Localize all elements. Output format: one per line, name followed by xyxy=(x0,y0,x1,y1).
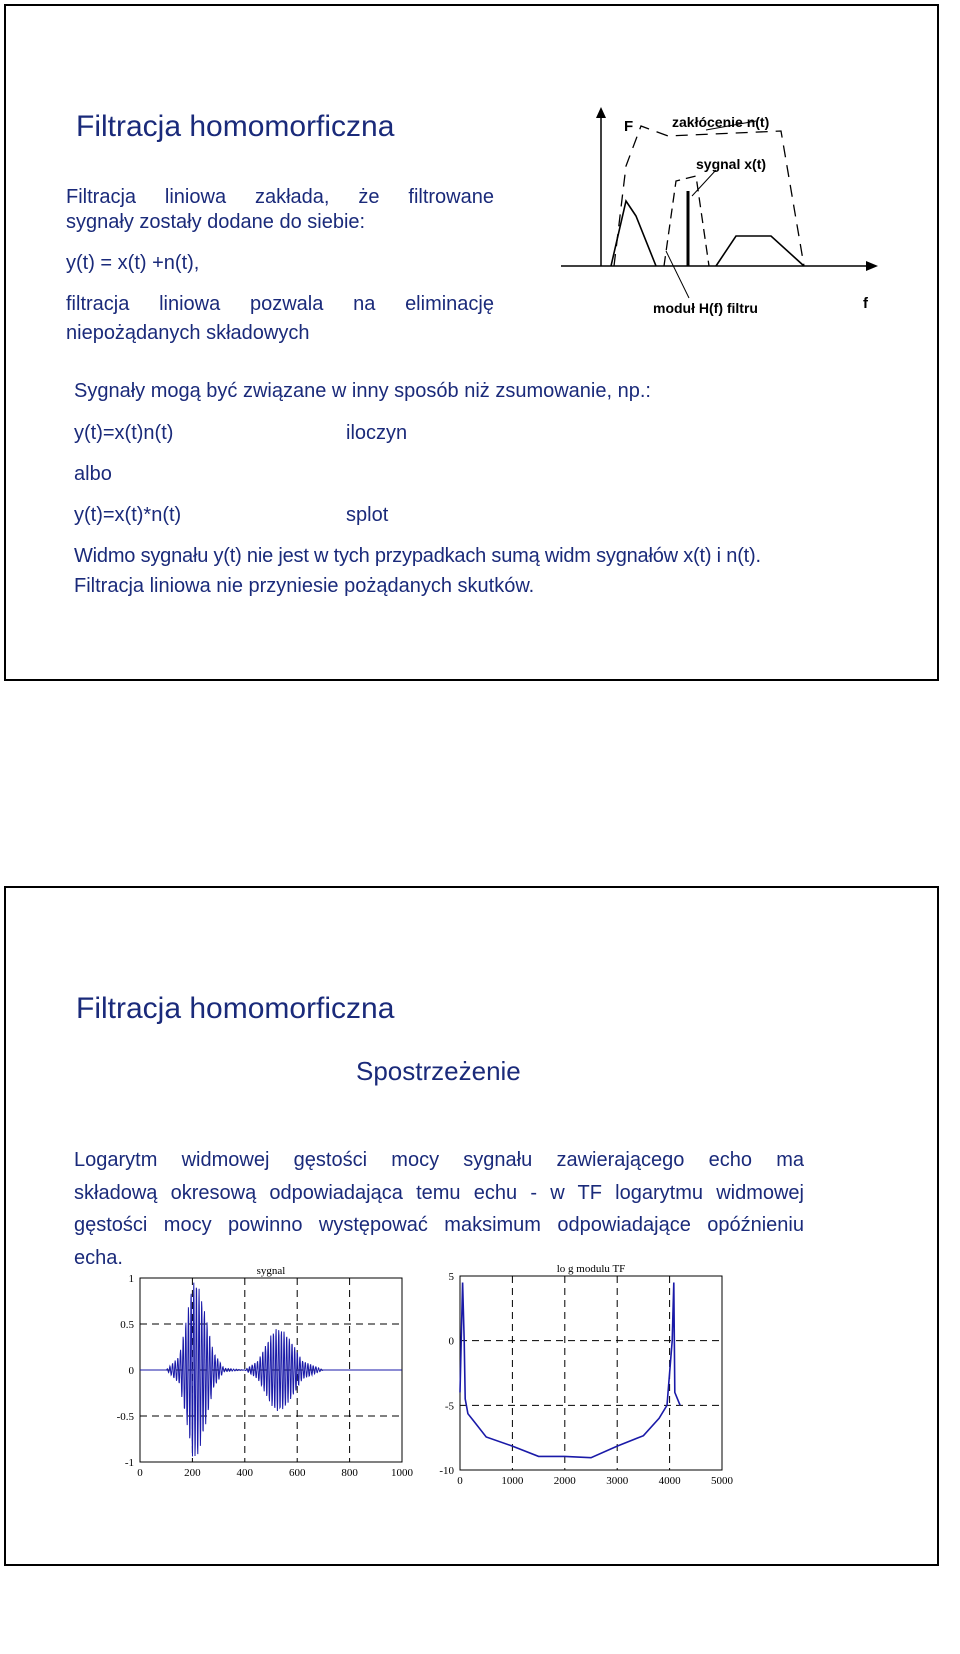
signal-label: sygnal x(t) xyxy=(696,156,767,172)
intro-line-1: Filtracja liniowa zakłada, że filtrowane xyxy=(66,186,494,208)
diagram-y-label: F xyxy=(624,118,634,135)
filter-pointer xyxy=(666,251,689,298)
slide-1-title: Filtracja homomorficzna xyxy=(76,110,395,143)
filter-line-2: niepożądanych składowych xyxy=(66,322,310,344)
intro-line-2: sygnały zostały dodane do siebie: xyxy=(66,211,366,233)
y-tick-label: 0.5 xyxy=(120,1319,134,1331)
product-equation: y(t)=x(t)n(t) xyxy=(74,422,174,444)
conclusion-line-2: Filtracja liniowa nie przyniesie pożądanych skutków. xyxy=(74,575,535,597)
x-tick-label: 1000 xyxy=(501,1475,524,1487)
y-tick-label: -1 xyxy=(124,1457,134,1469)
chart-title: sygnal xyxy=(256,1265,286,1277)
body-line-2: składową okresową odpowiadająca temu echu - w TF logarytmu widmowej xyxy=(74,1182,804,1204)
x-tick-label: 0 xyxy=(457,1475,463,1487)
x-tick-label: 5000 xyxy=(711,1475,733,1487)
body-line-1: Logarytm widmowej gęstości mocy sygnału zawierającego echo ma xyxy=(74,1149,804,1171)
slide-1 xyxy=(4,4,939,681)
y-tick-label: 5 xyxy=(448,1271,454,1283)
y-tick-label: 0 xyxy=(448,1335,454,1348)
other-ways-text: Sygnały mogą być związane w inny sposób niż zsumowanie, np.: xyxy=(74,380,651,402)
filter-line-1: filtracja liniowa pozwala na eliminację xyxy=(66,293,494,315)
y-tick-label: 1 xyxy=(128,1273,134,1285)
diagram-x-arrow xyxy=(866,261,878,271)
conclusion-line-1: Widmo sygnału y(t) nie jest w tych przypadkach sumą widm sygnałów x(t) i n(t). xyxy=(74,545,761,567)
log-tf-chart xyxy=(418,1256,738,1496)
signal-shape-right xyxy=(716,236,804,266)
chart-title: lo g modulu TF xyxy=(556,1263,626,1275)
product-name: iloczyn xyxy=(346,422,408,444)
diagram-x-label: f xyxy=(863,295,868,312)
slide-2-title: Filtracja homomorficzna xyxy=(76,992,395,1025)
signal-shape xyxy=(611,201,656,266)
x-tick-label: 0 xyxy=(137,1467,143,1479)
sum-equation: y(t) = x(t) +n(t), xyxy=(66,252,200,274)
slide-2-subtitle: Spostrzeżenie xyxy=(356,1056,521,1086)
body-line-3: gęstości mocy powinno występować maksimum odpowiadające opóźnieniu xyxy=(74,1214,804,1236)
body-line-4: echa. xyxy=(74,1247,123,1269)
filter-diagram xyxy=(556,106,886,326)
diagram-y-arrow xyxy=(596,107,606,118)
x-tick-label: 800 xyxy=(341,1467,358,1479)
x-tick-label: 1000 xyxy=(391,1467,413,1479)
signal-pointer xyxy=(692,170,716,196)
y-tick-label: -0.5 xyxy=(116,1411,134,1423)
x-tick-label: 400 xyxy=(236,1467,254,1479)
noise-label: zakłócenie n(t) xyxy=(672,114,770,130)
x-tick-label: 600 xyxy=(288,1467,306,1479)
noise-curve xyxy=(614,126,804,266)
y-tick-label: 0 xyxy=(128,1365,134,1377)
filter-label: moduł H(f) filtru xyxy=(653,300,758,316)
or-word: albo xyxy=(74,463,112,485)
slide-2 xyxy=(4,886,939,1566)
x-tick-label: 200 xyxy=(184,1467,201,1479)
x-tick-label: 2000 xyxy=(553,1475,576,1487)
convolution-equation: y(t)=x(t)*n(t) xyxy=(74,504,182,526)
y-tick-label: -5 xyxy=(444,1400,454,1413)
signal-chart xyxy=(102,1264,422,1494)
convolution-name: splot xyxy=(346,504,389,526)
log-tf-series-line xyxy=(460,1283,680,1458)
y-tick-label: -10 xyxy=(439,1465,454,1477)
x-tick-label: 4000 xyxy=(658,1475,681,1487)
x-tick-label: 3000 xyxy=(606,1475,629,1487)
